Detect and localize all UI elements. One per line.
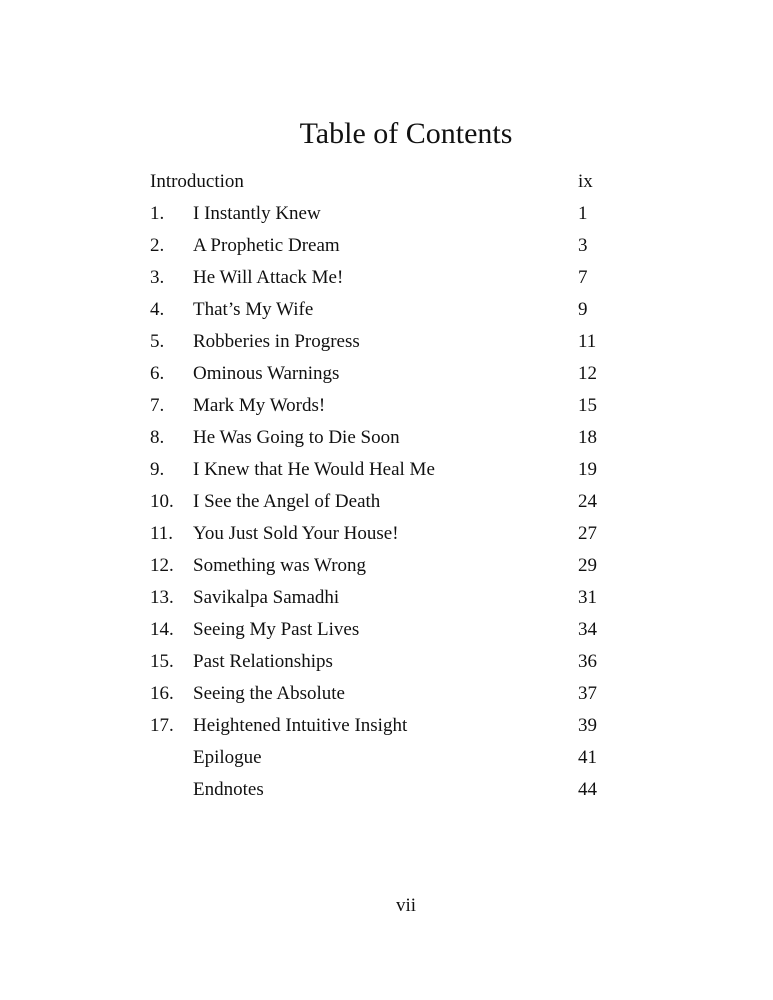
toc-entry-number: 2. [150, 235, 165, 256]
toc-entry [150, 614, 620, 646]
toc-entry-page: 19 [578, 459, 597, 480]
toc-entry-page: 9 [578, 299, 588, 320]
toc-entry-number: 11. [150, 523, 174, 544]
toc-entry-number: 7. [150, 395, 165, 416]
toc-entry [150, 326, 620, 358]
toc-entry-epilogue [150, 742, 620, 774]
toc-list [150, 166, 620, 806]
toc-entry-title: Epilogue [193, 747, 262, 768]
toc-entry [150, 198, 620, 230]
toc-entry-page: 7 [578, 267, 588, 288]
toc-entry-number: 3. [150, 267, 165, 288]
toc-entry-number: 8. [150, 427, 165, 448]
toc-entry [150, 422, 620, 454]
toc-entry [150, 230, 620, 262]
toc-entry-title: I See the Angel of Death [193, 491, 381, 512]
toc-entry-page: 39 [578, 715, 597, 736]
toc-entry-number: 14. [150, 619, 174, 640]
toc-entry [150, 582, 620, 614]
toc-entry [150, 486, 620, 518]
toc-entry-page: 37 [578, 683, 597, 704]
toc-entry-number: 6. [150, 363, 165, 384]
toc-entry-number: 15. [150, 651, 174, 672]
toc-entry-title: A Prophetic Dream [193, 235, 340, 256]
toc-entry [150, 518, 620, 550]
toc-entry-number: 17. [150, 715, 174, 736]
toc-entry-page: 24 [578, 491, 597, 512]
toc-entry-number: 13. [150, 587, 174, 608]
toc-entry-title: You Just Sold Your House! [193, 523, 399, 544]
toc-entry-title: Heightened Intuitive Insight [193, 715, 408, 736]
toc-entry-title: Ominous Warnings [193, 363, 340, 384]
toc-entry-title: Savikalpa Samadhi [193, 587, 340, 608]
toc-entry-page: 41 [578, 747, 597, 768]
toc-entry-number: 10. [150, 491, 174, 512]
toc-entry-title: He Was Going to Die Soon [193, 427, 400, 448]
toc-entry-page: 15 [578, 395, 597, 416]
toc-entry-title: Seeing the Absolute [193, 683, 345, 704]
toc-entry-page: 12 [578, 363, 597, 384]
toc-entry-page: 27 [578, 523, 597, 544]
toc-entry [150, 294, 620, 326]
toc-entry-title: Mark My Words! [193, 395, 326, 416]
toc-entry-page: 18 [578, 427, 597, 448]
toc-entry-number: 16. [150, 683, 174, 704]
toc-entry-title: That’s My Wife [193, 299, 314, 320]
toc-entry-title: I Knew that He Would Heal Me [193, 459, 435, 480]
toc-entry [150, 646, 620, 678]
toc-entry-title: Something was Wrong [193, 555, 367, 576]
toc-entry-page: ix [578, 171, 593, 192]
toc-entry-page: 29 [578, 555, 597, 576]
toc-entry-endnotes [150, 774, 620, 806]
toc-entry [150, 454, 620, 486]
toc-entry-page: 11 [578, 331, 597, 352]
toc-entry-title: Endnotes [193, 779, 264, 800]
toc-entry-title: He Will Attack Me! [193, 267, 344, 288]
toc-entry [150, 390, 620, 422]
toc-entry-page: 44 [578, 779, 597, 800]
toc-entry-number: 5. [150, 331, 165, 352]
toc-entry-page: 36 [578, 651, 597, 672]
toc-entry-number: 12. [150, 555, 174, 576]
toc-entry-title: Seeing My Past Lives [193, 619, 360, 640]
toc-entry-title: Past Relationships [193, 651, 333, 672]
toc-entry-page: 34 [578, 619, 597, 640]
page-number: vii [395, 895, 417, 916]
toc-entry [150, 710, 620, 742]
toc-entry-number: 4. [150, 299, 165, 320]
page-title: Table of Contents [299, 117, 513, 150]
toc-entry [150, 358, 620, 390]
toc-entry-introduction [150, 166, 620, 198]
toc-entry-title: Introduction [150, 171, 244, 192]
toc-entry-number: 9. [150, 459, 165, 480]
toc-entry-title: Robberies in Progress [193, 331, 360, 352]
toc-entry-number: 1. [150, 203, 165, 224]
toc-entry-page: 1 [578, 203, 588, 224]
toc-entry-page: 31 [578, 587, 597, 608]
toc-entry-page: 3 [578, 235, 588, 256]
toc-entry [150, 550, 620, 582]
toc-entry [150, 678, 620, 710]
toc-entry-title: I Instantly Knew [193, 203, 321, 224]
toc-entry [150, 262, 620, 294]
